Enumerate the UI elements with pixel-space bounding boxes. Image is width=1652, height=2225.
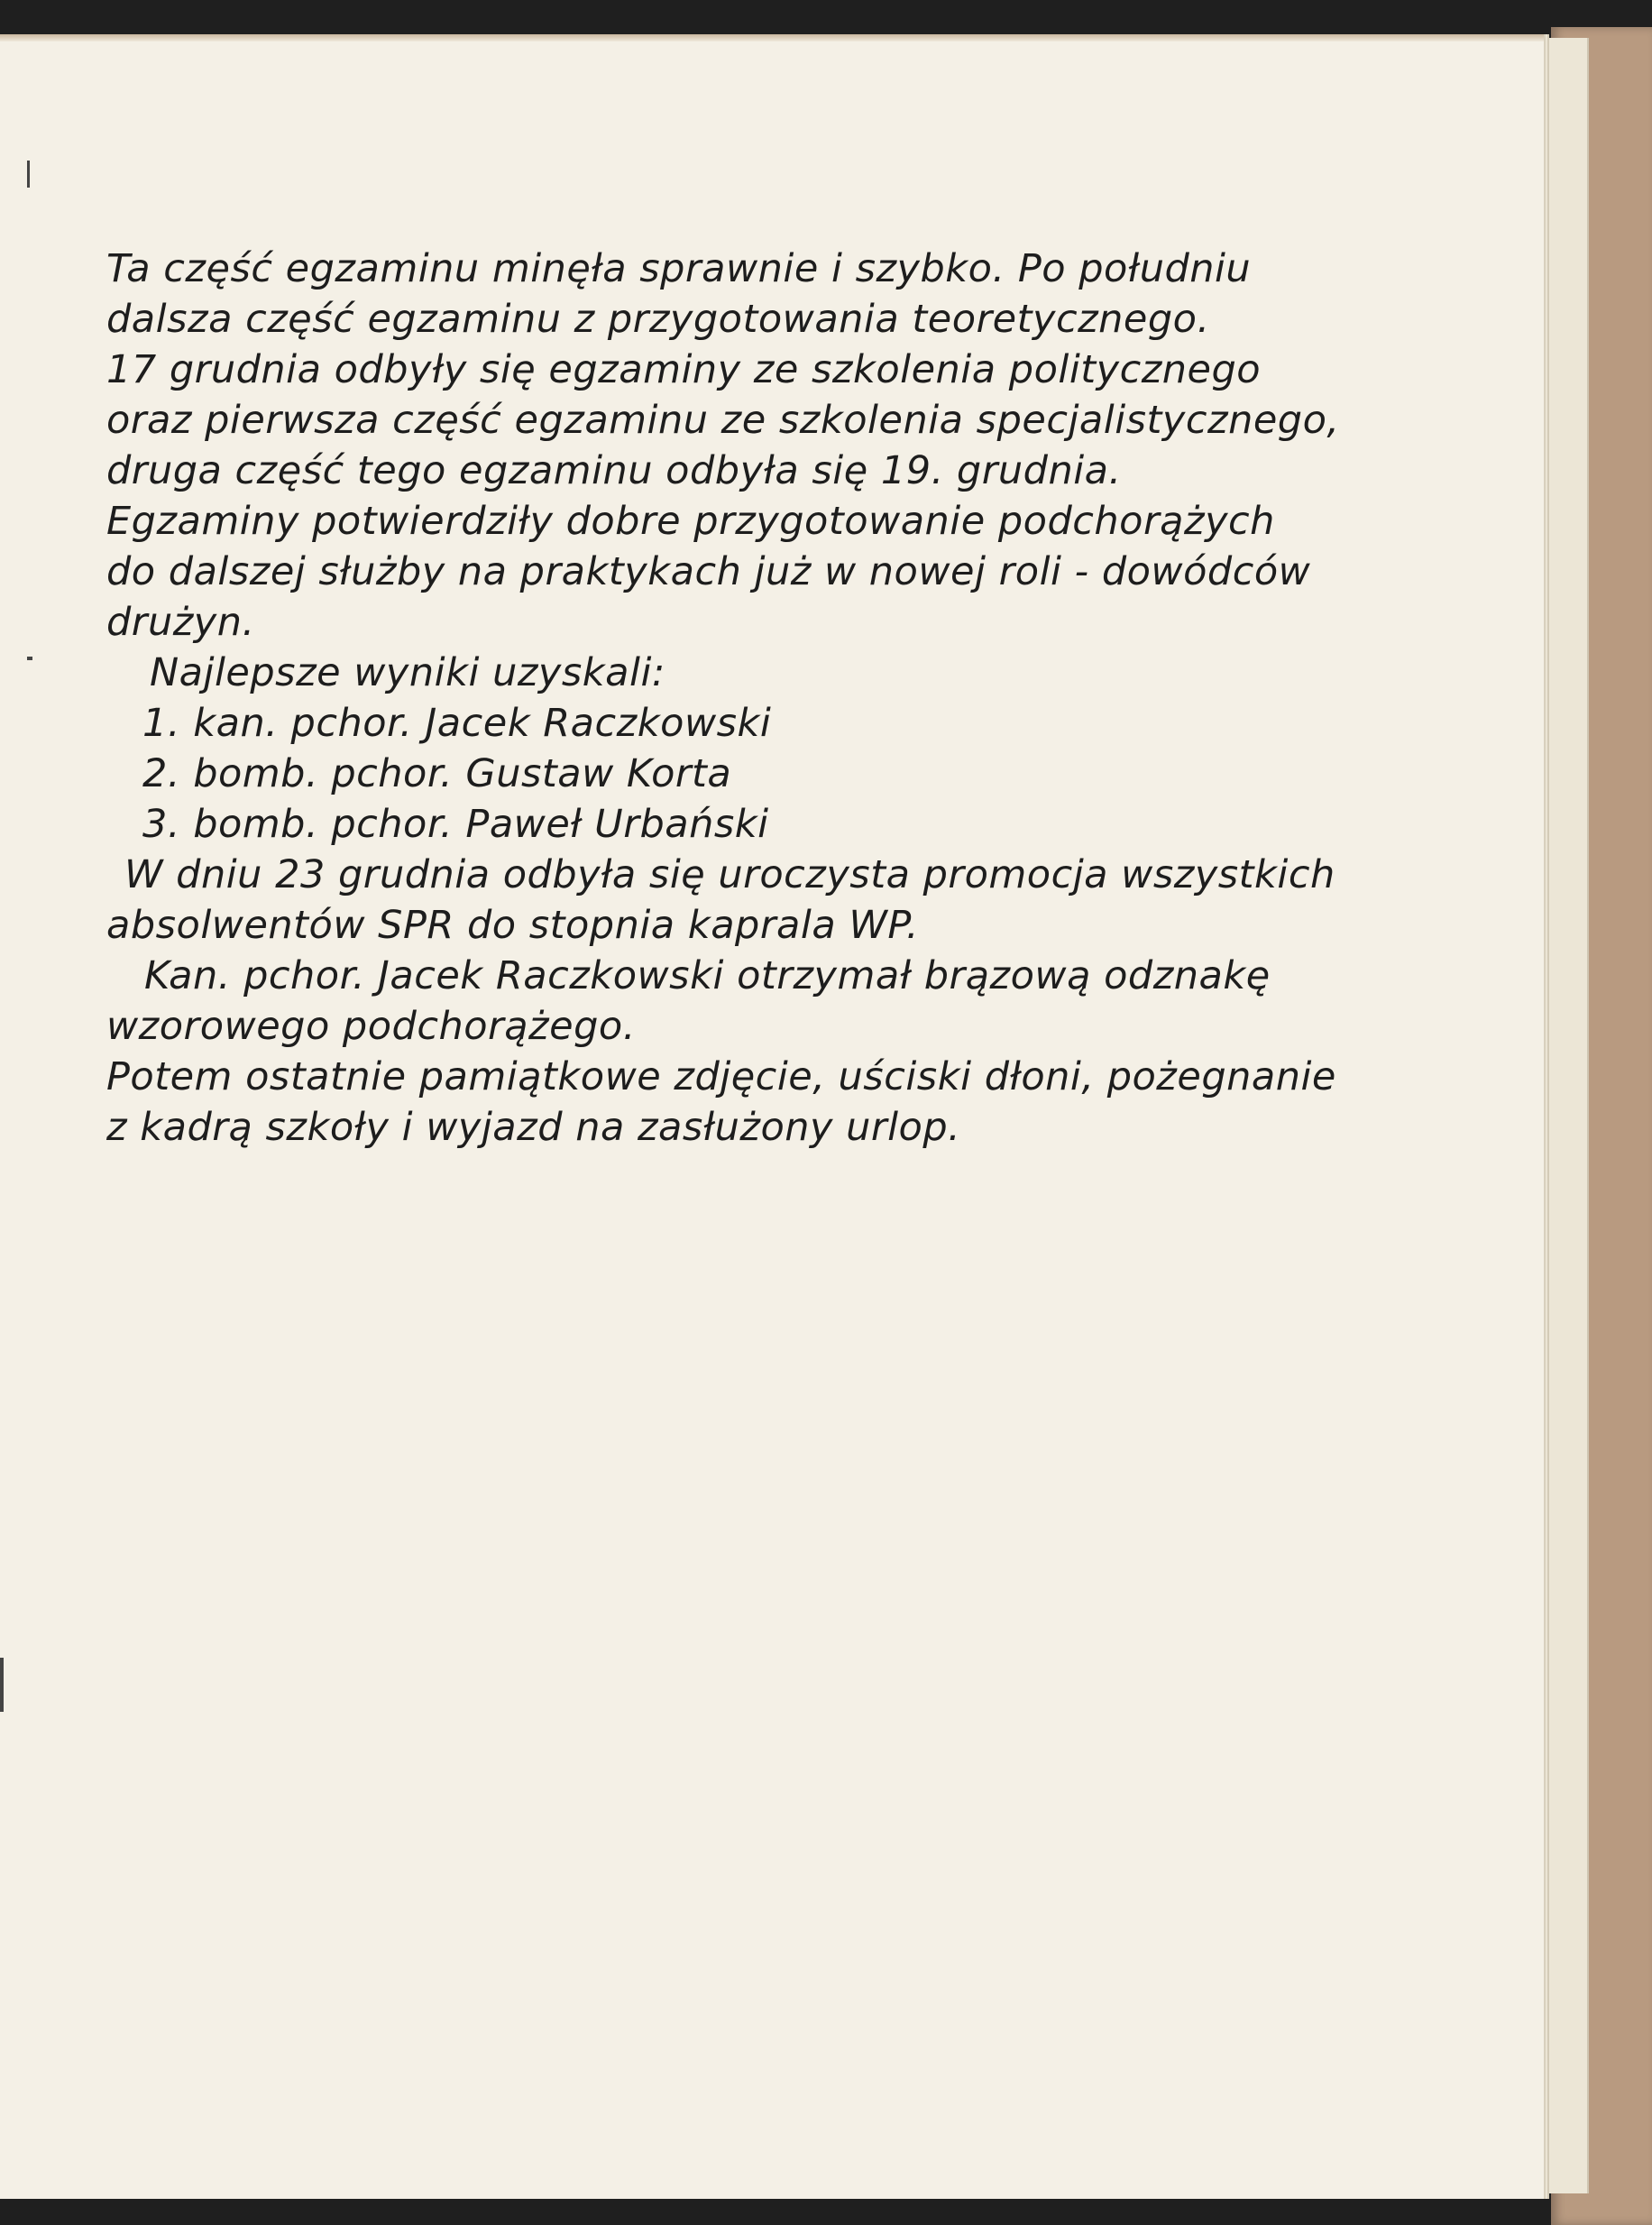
list-item: 3. bomb. pchor. Paweł Urbański (142, 802, 769, 847)
notebook-page (0, 34, 1544, 2199)
text-line: oraz pierwsza część egzaminu ze szkolenia specjalistycznego, (106, 398, 1340, 443)
text-line: Najlepsze wyniki uzyskali: (150, 650, 665, 695)
text-line: druga część tego egzaminu odbyła się 19. grudnia. (106, 448, 1122, 493)
text-line: wzorowego podchorążego. (106, 1004, 636, 1049)
margin-mark (27, 657, 32, 660)
text-line: Ta część egzaminu minęła sprawnie i szybko. Po południu (106, 246, 1252, 291)
text-line: z kadrą szkoły i wyjazd na zasłużony urlop. (106, 1105, 961, 1150)
margin-mark (27, 161, 30, 188)
text-line: Kan. pchor. Jacek Raczkowski otrzymał brązową odznakę (144, 953, 1271, 998)
text-line: W dniu 23 grudnia odbyła się uroczysta promocja wszystkich (124, 852, 1335, 897)
text-line: Egzaminy potwierdziły dobre przygotowanie podchorążych (106, 499, 1275, 544)
list-item: 1. kan. pchor. Jacek Raczkowski (142, 701, 772, 746)
list-item: 2. bomb. pchor. Gustaw Korta (142, 751, 732, 796)
text-line: dalsza część egzaminu z przygotowania teoretycznego. (106, 297, 1210, 342)
text-line: Potem ostatnie pamiątkowe zdjęcie, uściski dłoni, pożegnanie (106, 1054, 1336, 1099)
text-line: absolwentów SPR do stopnia kaprala WP. (106, 903, 920, 948)
text-line: drużyn. (106, 600, 255, 645)
text-line: 17 grudnia odbyły się egzaminy ze szkolenia politycznego (106, 347, 1262, 392)
handwritten-text (106, 244, 1477, 1153)
page-top-edge (0, 34, 1544, 41)
text-line: do dalszej służby na praktykach już w nowej roli - dowódców (106, 549, 1311, 594)
margin-mark (0, 1658, 4, 1712)
